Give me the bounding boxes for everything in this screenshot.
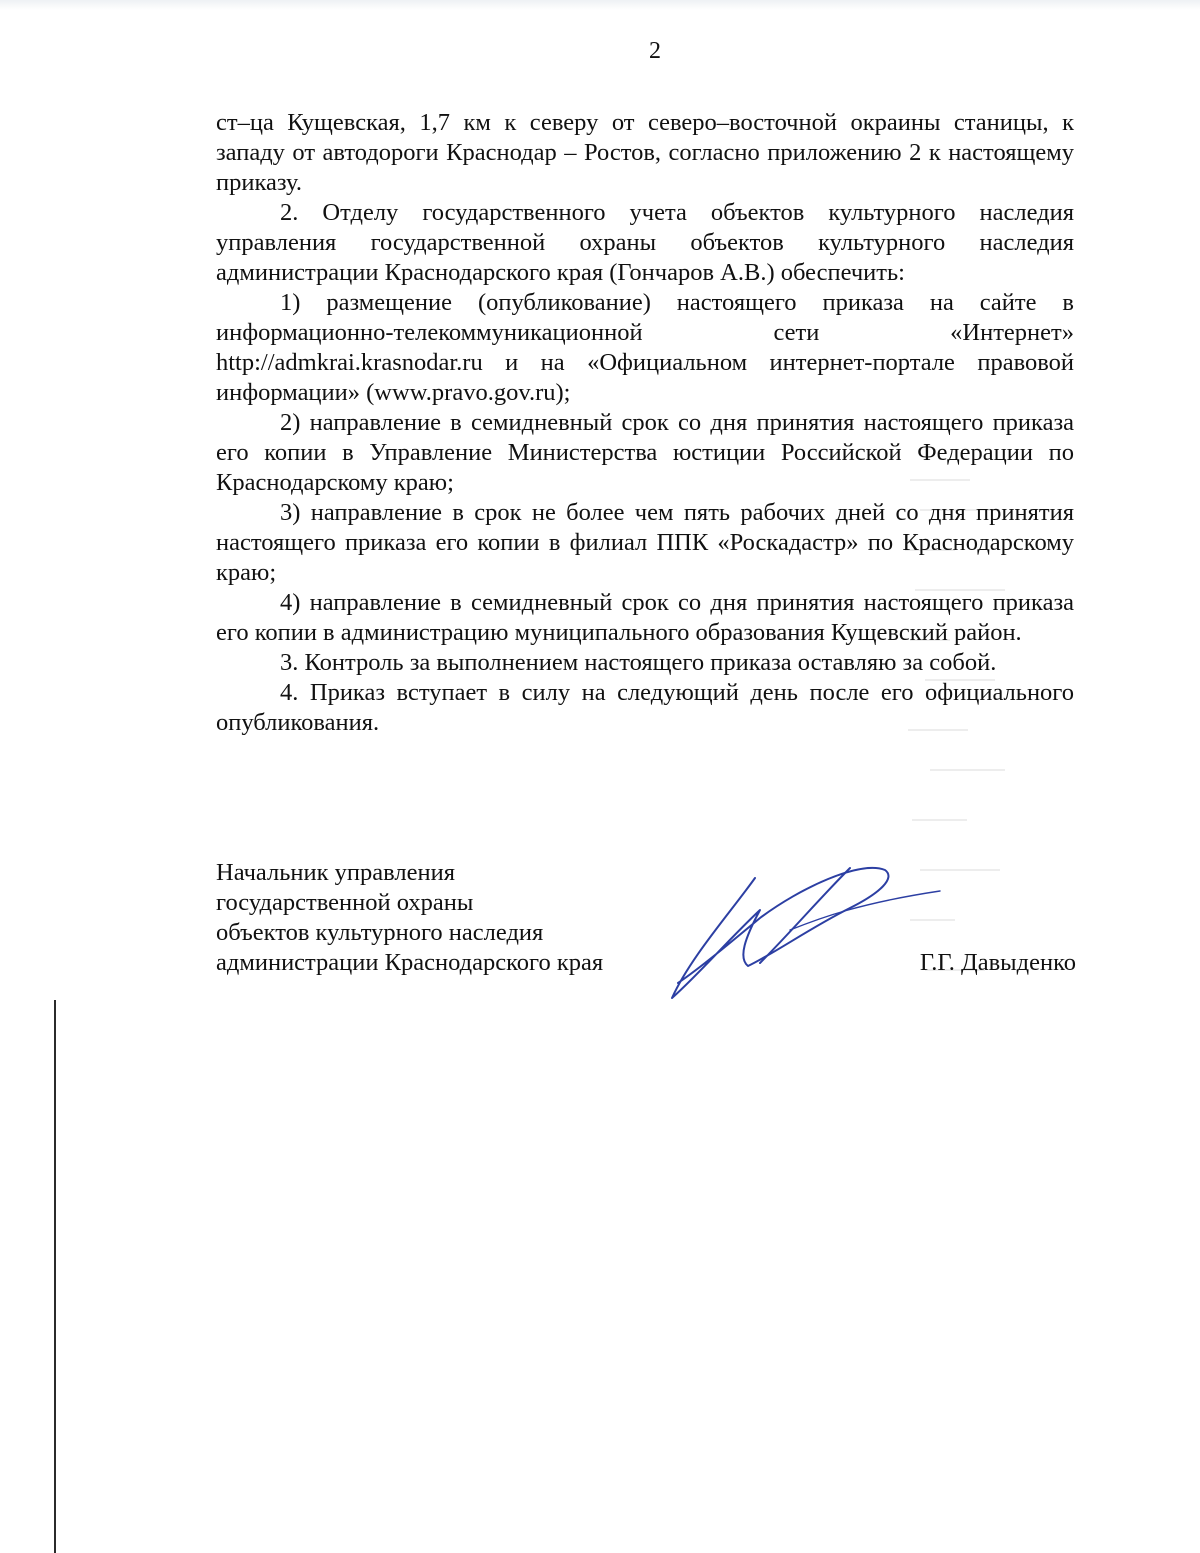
paragraph-subitem-4: 4) направление в семидневный срок со дня принятия настоящего приказа его копии в администрацию муниципального образования Кущевский район. — [216, 589, 1074, 646]
signatory-title-line: Начальник управления — [216, 859, 455, 886]
scan-shadow — [0, 0, 1200, 10]
handwritten-signature — [660, 858, 950, 1003]
signatory-title-line: объектов культурного наследия — [216, 919, 544, 946]
signatory-title-line: администрации Краснодарского края — [216, 949, 604, 976]
paragraph-subitem-1: 1) размещение (опубликование) настоящего приказа на сайте в информационно-телекоммуникационной сети «Интернет» http://admkrai.krasnodar.ru и на «Официальном интернет-портале правовой информации» (www.pravo.gov.ru); — [216, 289, 1074, 406]
document-body — [216, 108, 1074, 738]
paragraph-item-3: 3. Контроль за выполнением настоящего приказа оставляю за собой. — [280, 649, 997, 676]
scan-edge-line — [54, 1000, 56, 1553]
paragraph-item-4: 4. Приказ вступает в силу на следующий день после его официального опубликования. — [216, 679, 1074, 736]
paragraph-subitem-2: 2) направление в семидневный срок со дня принятия настоящего приказа его копии в Управление Министерства юстиции Российской Федерации по Краснодарскому краю; — [216, 409, 1074, 496]
paragraph-item-2: 2. Отделу государственного учета объектов культурного наследия управления государственной охраны объектов культурного наследия администрации Краснодарского края (Гончаров А.В.) обеспечить: — [216, 199, 1074, 286]
page-number: 2 — [649, 38, 661, 64]
signatory-title-line: государственной охраны — [216, 889, 474, 916]
paragraph-subitem-3: 3) направление в срок не более чем пять рабочих дней со дня принятия настоящего приказа его копии в филиал ППК «Роскадастр» по Краснодарскому краю; — [216, 499, 1074, 586]
signatory-name: Г.Г. Давыденко — [919, 949, 1076, 976]
paragraph-location-continuation: ст–ца Кущевская, 1,7 км к северу от северо–восточной окраины станицы, к западу от автодороги Краснодар – Ростов, согласно приложению 2 к настоящему приказу. — [216, 109, 1074, 196]
